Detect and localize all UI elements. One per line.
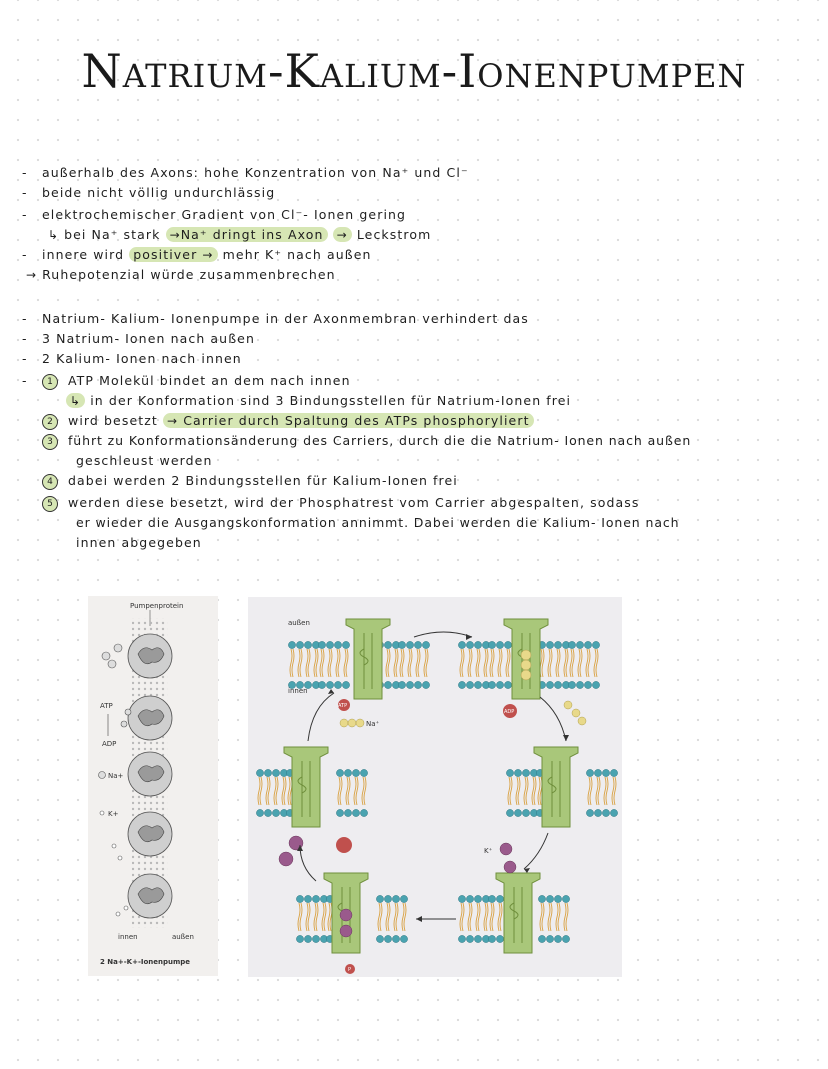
arrow-icon: → — [26, 268, 43, 282]
figure1-innen: innen — [118, 933, 138, 941]
page-title: Natrium-Kalium-Ionenpumpen — [81, 44, 747, 98]
note-line — [76, 514, 679, 532]
cycle-arrow — [524, 833, 548, 869]
step-number: 2 — [42, 414, 58, 430]
note-text: positiver — [133, 247, 198, 262]
step-number: 3 — [42, 434, 58, 450]
step-1: - 1 ATP Molekül bindet an dem nach innen — [22, 373, 351, 388]
note-text: 3 Natrium- Ionen nach außen — [42, 331, 255, 346]
figure1-aussen: außen — [172, 933, 194, 941]
note-line: - 2 Kalium- Ionen nach innen — [22, 351, 242, 366]
note-text: innen abgegeben — [76, 535, 202, 550]
arrow-icon: → — [202, 248, 214, 262]
note-line: - außerhalb des Axons: hohe Konzentration von Na⁺ und Cl⁻ — [22, 165, 469, 180]
highlight — [163, 413, 534, 428]
step-number: 1 — [42, 374, 58, 390]
figure2-na: Na⁺ — [366, 720, 380, 728]
arrow-icon: → — [167, 414, 179, 428]
highlight — [129, 247, 217, 262]
step-number: 4 — [42, 474, 58, 490]
note-text: werden diese besetzt, wird der Phosphatrest vom Carrier abgespalten, sodass — [68, 495, 640, 510]
figure2-atp: ATP — [338, 703, 348, 709]
cycle-arrow — [308, 693, 334, 741]
note-line: - elektrochemischer Gradient von Cl⁻- Ionen gering — [22, 207, 407, 222]
note-line — [76, 452, 213, 470]
note-line: - 3 Natrium- Ionen nach außen — [22, 331, 255, 346]
figure2-innen: innen — [288, 687, 308, 695]
note-text: Natrium- Kalium- Ionenpumpe in der Axonmembran verhindert das — [42, 311, 529, 326]
figure2-phosphate: P — [348, 967, 352, 973]
note-line: - Natrium- Kalium- Ionenpumpe in der Axonmembran verhindert das — [22, 311, 529, 326]
note-text: beide nicht völlig undurchlässig — [42, 185, 276, 200]
figure-pump-cycle — [248, 597, 622, 977]
note-line: - beide nicht völlig undurchlässig — [22, 185, 276, 200]
sub-arrow-icon: ↳ — [70, 394, 82, 408]
highlight — [333, 227, 352, 242]
figure1-top-label: Pumpenprotein — [130, 602, 184, 610]
figure1-atp: ATP — [100, 702, 113, 710]
highlight — [166, 227, 328, 242]
note-text: wird besetzt — [68, 413, 158, 428]
step-3 — [42, 432, 691, 450]
figure-pump-vertical — [88, 596, 218, 976]
note-text: in der Konformation sind 3 Bindungsstellen für Natrium-Ionen frei — [90, 393, 572, 408]
note-text: führt zu Konformationsänderung des Carriers, durch die die Natrium- Ionen nach außen — [68, 433, 692, 448]
arrow-icon: → — [336, 228, 348, 242]
figure2-adp: ADP — [504, 709, 515, 715]
figure2-aussen: außen — [288, 619, 310, 627]
cycle-arrow — [540, 697, 566, 741]
note-text: Na⁺ dringt ins Axon — [180, 227, 324, 242]
note-text: Leckstrom — [356, 227, 432, 242]
note-text: außerhalb des Axons: hohe Konzentration von Na⁺ und Cl⁻ — [42, 165, 469, 180]
figure2-k: K⁺ — [484, 847, 493, 855]
highlight — [66, 393, 85, 408]
note-text: innere wird — [42, 247, 125, 262]
cycle-arrow — [414, 632, 472, 637]
note-text: ATP Molekül bindet an dem nach innen — [68, 373, 351, 388]
note-text: mehr K⁺ nach außen — [222, 247, 372, 262]
figure1-k: K+ — [108, 810, 119, 818]
figure1-adp: ADP — [102, 740, 117, 748]
note-text: Ruhepotenzial würde zusammenbrechen — [42, 267, 336, 282]
note-text: dabei werden 2 Bindungsstellen für Kalium-Ionen frei — [68, 473, 458, 488]
note-line — [66, 392, 571, 410]
note-text: Carrier durch Spaltung des ATPs phosphoryliert — [183, 413, 530, 428]
figure1-caption: 2 Na+-K+-Ionenpumpe — [100, 958, 191, 966]
note-line — [26, 266, 336, 284]
note-line — [48, 226, 431, 244]
step-number: 5 — [42, 496, 58, 512]
figure1-na: Na+ — [108, 772, 124, 780]
note-text: elektrochemischer Gradient von Cl⁻- Ionen gering — [42, 207, 407, 222]
step-2 — [42, 412, 534, 430]
note-text: 2 Kalium- Ionen nach innen — [42, 351, 242, 366]
arrow-icon: → — [169, 228, 181, 242]
note-text: bei Na⁺ stark — [64, 227, 161, 242]
step-4 — [42, 472, 458, 490]
note-line: - innere wird positiver → mehr K⁺ nach außen — [22, 247, 372, 262]
step-5 — [42, 494, 639, 512]
sub-arrow-icon: ↳ — [48, 228, 65, 242]
note-line — [76, 534, 202, 552]
note-text: geschleust werden — [76, 453, 213, 468]
note-text: er wieder die Ausgangskonformation annimmt. Dabei werden die Kalium- Ionen nach — [76, 515, 680, 530]
